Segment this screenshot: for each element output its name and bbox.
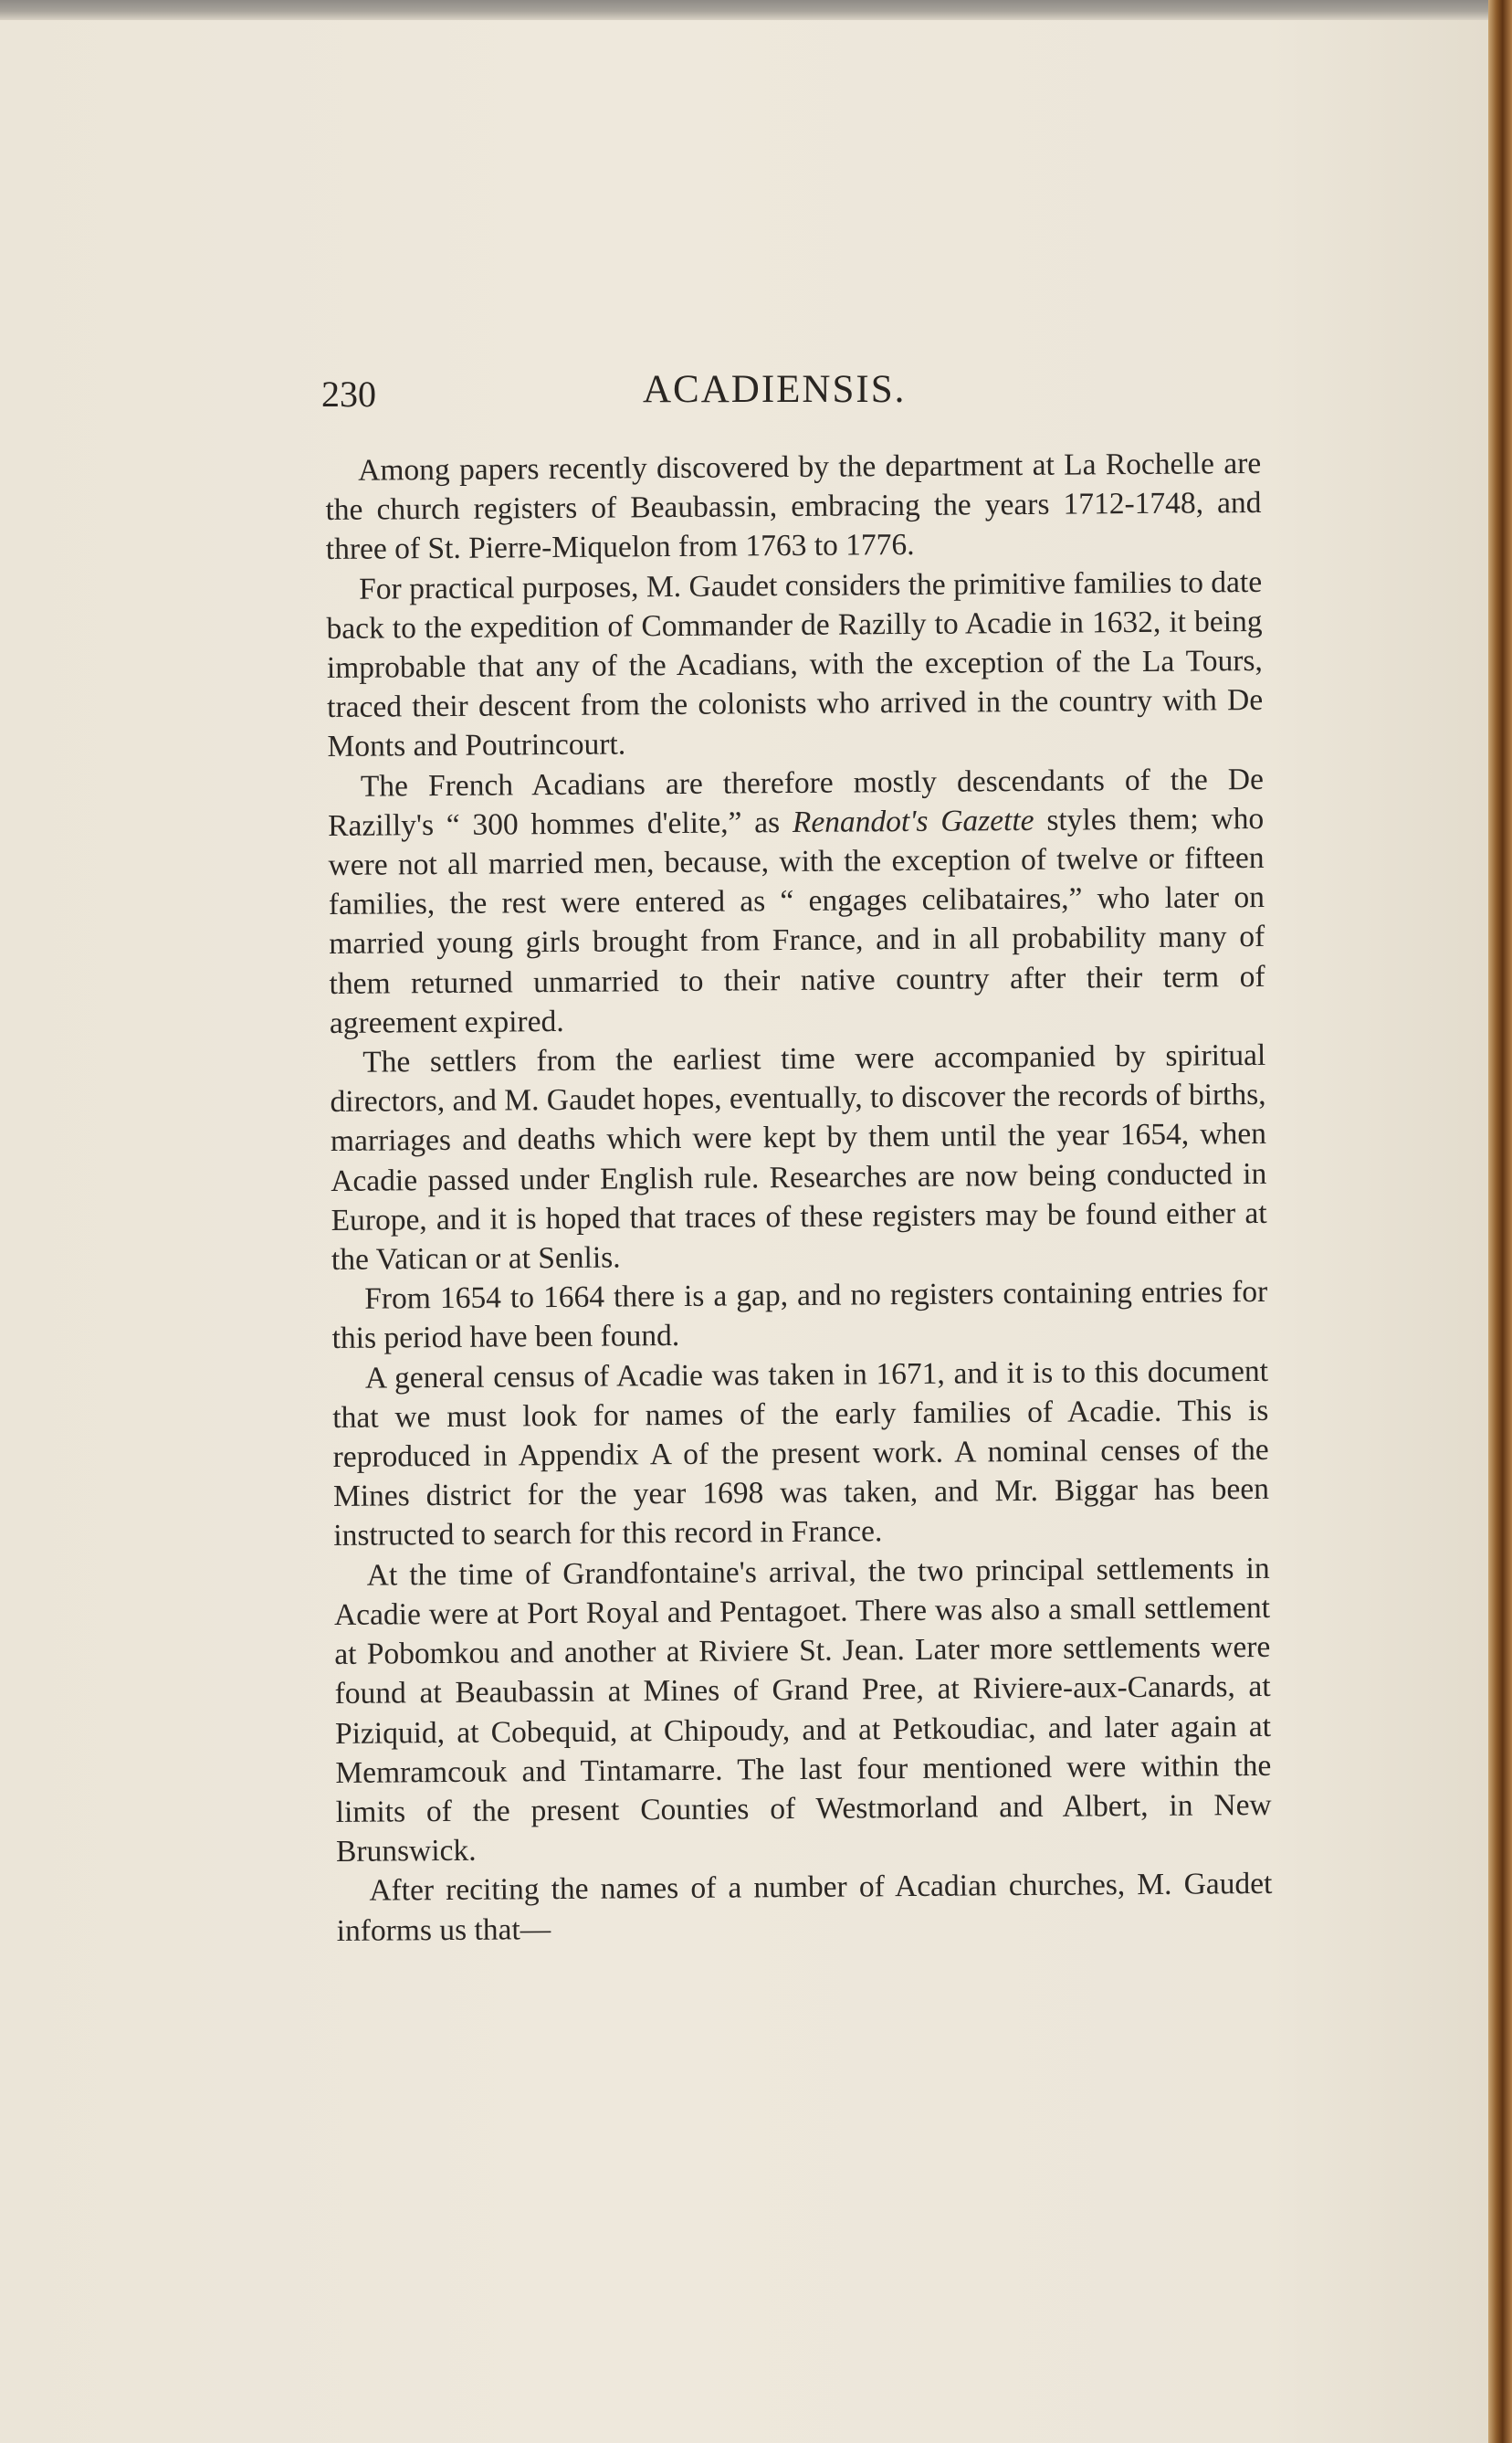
paragraph-french-acadians-end: styles them; who were not all married men, because, with the exception of twelve or fifteen families, the rest were entered as “ engages celibataires,” who later on married young girls brought from France, and in all probability many of them returned unmarried to their native country after their term of agreement expired. — [328, 801, 1265, 1040]
journal-title: ACADIENSIS. — [643, 368, 907, 411]
paragraph-primitive-families: For practical purposes, M. Gaudet considers the primitive families to date back to the expedition of Commander de Razilly to Acadie in 1632, it being improbable that any of the Acadians, with the exception of the La Tours, traced their descent from the colonists who arrived in the country with De Monts and Poutrincourt. — [326, 564, 1264, 764]
body-text — [325, 444, 1273, 1951]
book-spine-edge — [1488, 0, 1512, 2443]
paragraph-french-acadians-start: The French Acadians are therefore mostly descendants of the De Razilly's “ 300 hommes d'elite,” as — [328, 762, 1264, 843]
paragraph-settlers-records: The settlers from the earliest time were accompanied by spiritual directors, and M. Gaudet hopes, eventually, to discover the records of births, marriages and deaths which were kept by them until the year 1654, when Acadie passed under English rule. Researches are now being conducted in Europe, and it is hoped that traces of these registers may be found either at the Vatican or at Senlis. — [330, 1037, 1267, 1278]
paragraph-general-census: A general census of Acadie was taken in 1671, and it is to this document that we must look for names of the early families of Acadie. This is reproduced in Appendix A of the present work. A nominal censes of the Mines district for the year 1698 was taken, and Mr. Biggar has been instructed to search for this record in France. — [332, 1353, 1270, 1553]
running-head — [321, 367, 1271, 422]
paragraph-register-gap: From 1654 to 1664 there is a gap, and no registers containing entries for this period have been found. — [331, 1275, 1268, 1356]
paragraph-churches: After reciting the names of a number of Acadian churches, M. Gaudet informs us that— — [336, 1867, 1273, 1948]
page-number: 230 — [321, 374, 376, 415]
paragraph-rochelle-registers: Among papers recently discovered by the department at La Rochelle are the church registers of Beaubassin, embracing the years 1712-1748, and three of St. Pierre-Miquelon from 1763 to 1776. — [325, 446, 1262, 567]
top-edge-shadow — [0, 0, 1512, 20]
gazette-title: Renandot's Gazette — [792, 803, 1034, 839]
paragraph-settlements: At the time of Grandfontaine's arrival, the two principal settlements in Acadie were at Port Royal and Pentagoet. There was also a small settlement at Pobomkou and another at Riviere St. Jean. Later more settlements were found at Beaubassin at Mines of Grand Pree, at Riviere-aux-Canards, at Piziquid, at Cobequid, at Chipoudy, and at Petkoudiac, and later again at Memramcouk and Tintamarre. The last four mentioned were within the limits of the present Counties of Westmorland and Albert, in New Brunswick. — [333, 1551, 1272, 1869]
paragraph-french-acadians — [328, 760, 1265, 1043]
